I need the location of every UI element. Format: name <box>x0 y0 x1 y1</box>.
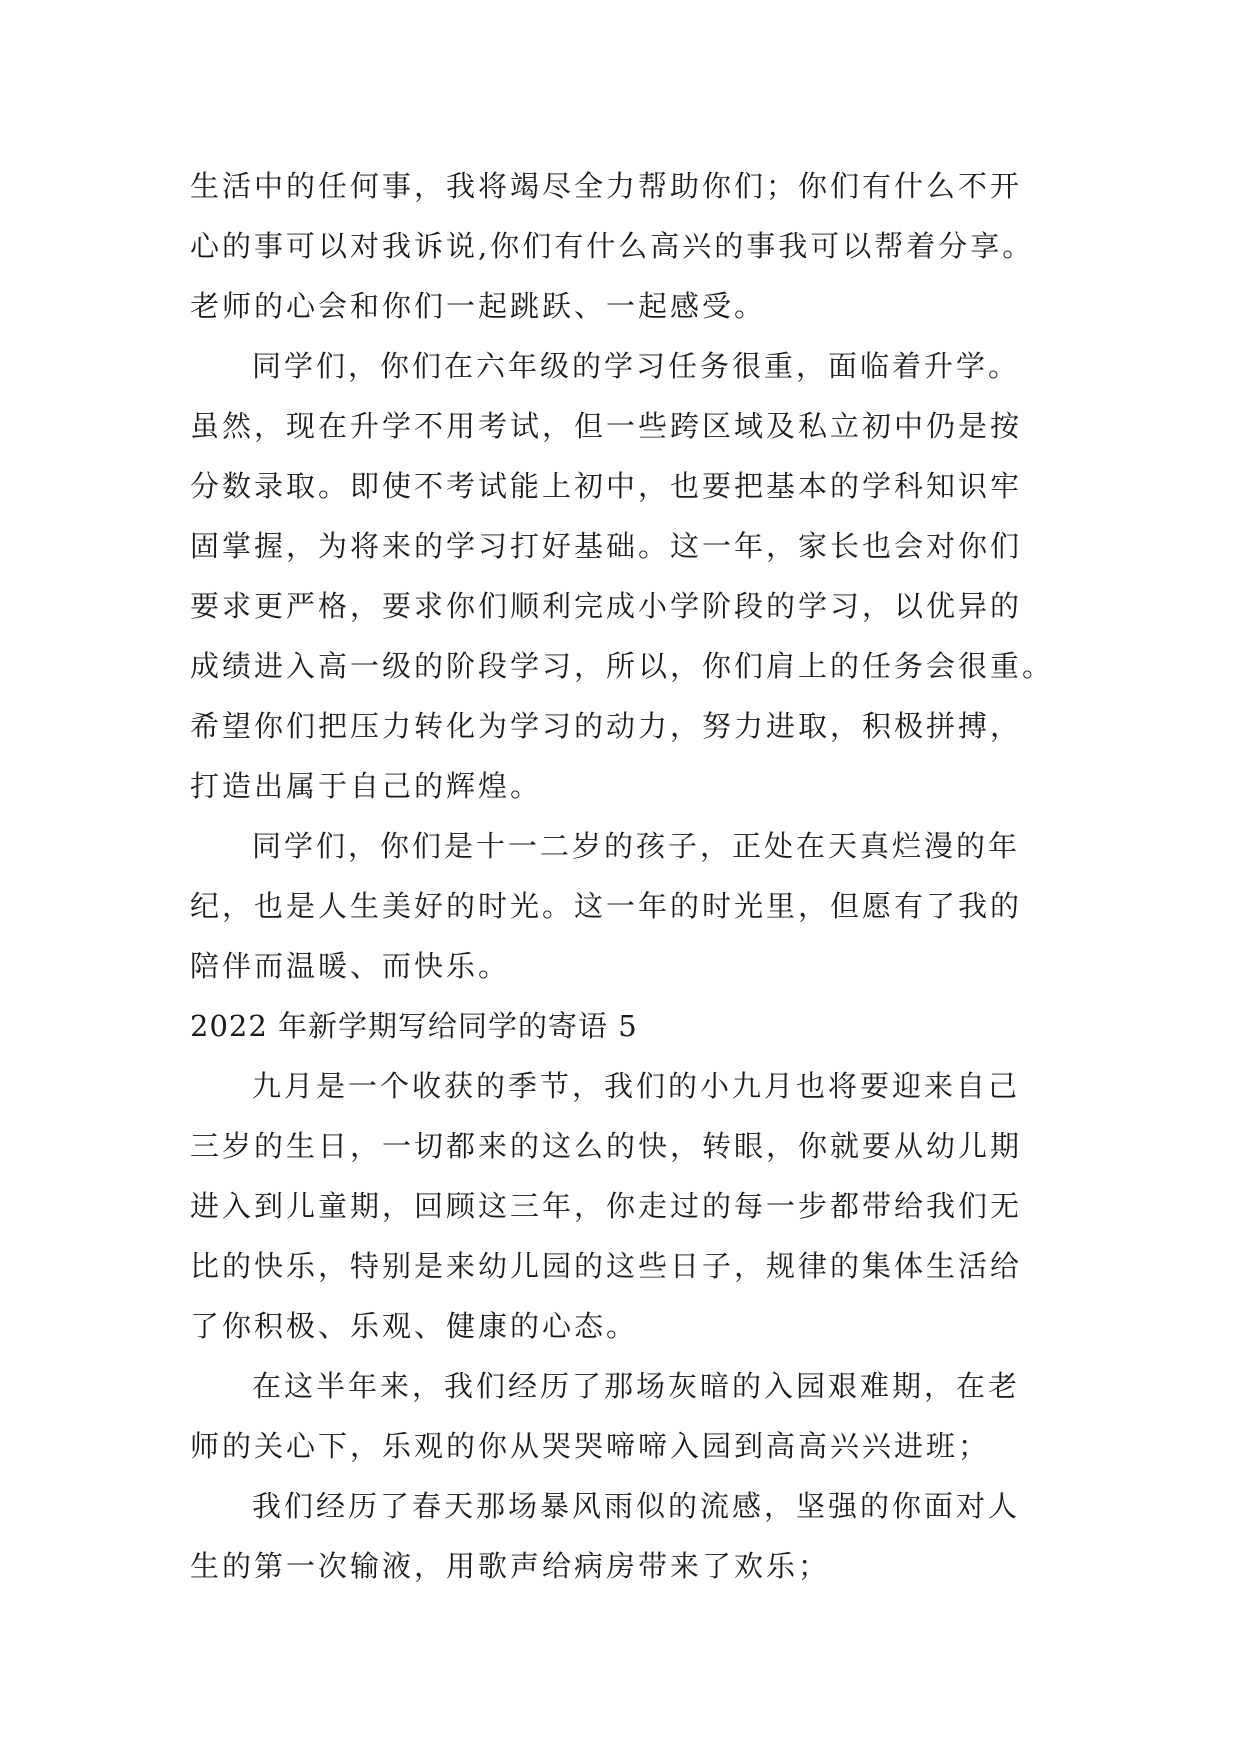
text-line: 固掌握，为将来的学习打好基础。这一年，家长也会对你们 <box>190 529 1023 563</box>
text-line: 分数录取。即使不考试能上初中，也要把基本的学科知识牢 <box>190 469 1023 503</box>
paragraph-start-line: 我们经历了春天那场暴风雨似的流感，坚强的你面对人 <box>252 1489 1021 1523</box>
text-line: 希望你们把压力转化为学习的动力，努力进取，积极拼搏， <box>190 709 1023 743</box>
text-line: 纪，也是人生美好的时光。这一年的时光里，但愿有了我的 <box>190 889 1023 923</box>
section-heading: 2022 年新学期写给同学的寄语 5 <box>190 1009 638 1043</box>
paragraph-start-line: 在这半年来，我们经历了那场灰暗的入园艰难期，在老 <box>252 1369 1021 1403</box>
text-line: 打造出属于自己的辉煌。 <box>190 769 543 803</box>
text-line: 陪伴而温暖、而快乐。 <box>190 949 511 983</box>
paragraph-start-line: 同学们，你们在六年级的学习任务很重，面临着升学。 <box>252 349 1021 383</box>
text-line: 心的事可以对我诉说,你们有什么高兴的事我可以帮着分享。 <box>190 229 1035 263</box>
text-line: 要求更严格，要求你们顺利完成小学阶段的学习，以优异的 <box>190 589 1023 623</box>
text-line: 生的第一次输液，用歌声给病房带来了欢乐； <box>190 1549 831 1583</box>
text-line: 进入到儿童期，回顾这三年，你走过的每一步都带给我们无 <box>190 1189 1023 1223</box>
text-line: 生活中的任何事，我将竭尽全力帮助你们；你们有什么不开 <box>190 169 1023 203</box>
text-line: 师的关心下，乐观的你从哭哭啼啼入园到高高兴兴进班； <box>190 1429 991 1463</box>
text-line: 三岁的生日，一切都来的这么的快，转眼，你就要从幼儿期 <box>190 1129 1023 1163</box>
text-line: 比的快乐，特别是来幼儿园的这些日子，规律的集体生活给 <box>190 1249 1023 1283</box>
text-line: 成绩进入高一级的阶段学习，所以，你们肩上的任务会很重。 <box>190 649 1055 683</box>
paragraph-start-line: 九月是一个收获的季节，我们的小九月也将要迎来自己 <box>252 1069 1021 1103</box>
text-line: 虽然，现在升学不用考试，但一些跨区域及私立初中仍是按 <box>190 409 1023 443</box>
paragraph-start-line: 同学们，你们是十一二岁的孩子，正处在天真烂漫的年 <box>252 829 1021 863</box>
text-line: 了你积极、乐观、健康的心态。 <box>190 1309 639 1343</box>
text-line: 老师的心会和你们一起跳跃、一起感受。 <box>190 289 767 323</box>
